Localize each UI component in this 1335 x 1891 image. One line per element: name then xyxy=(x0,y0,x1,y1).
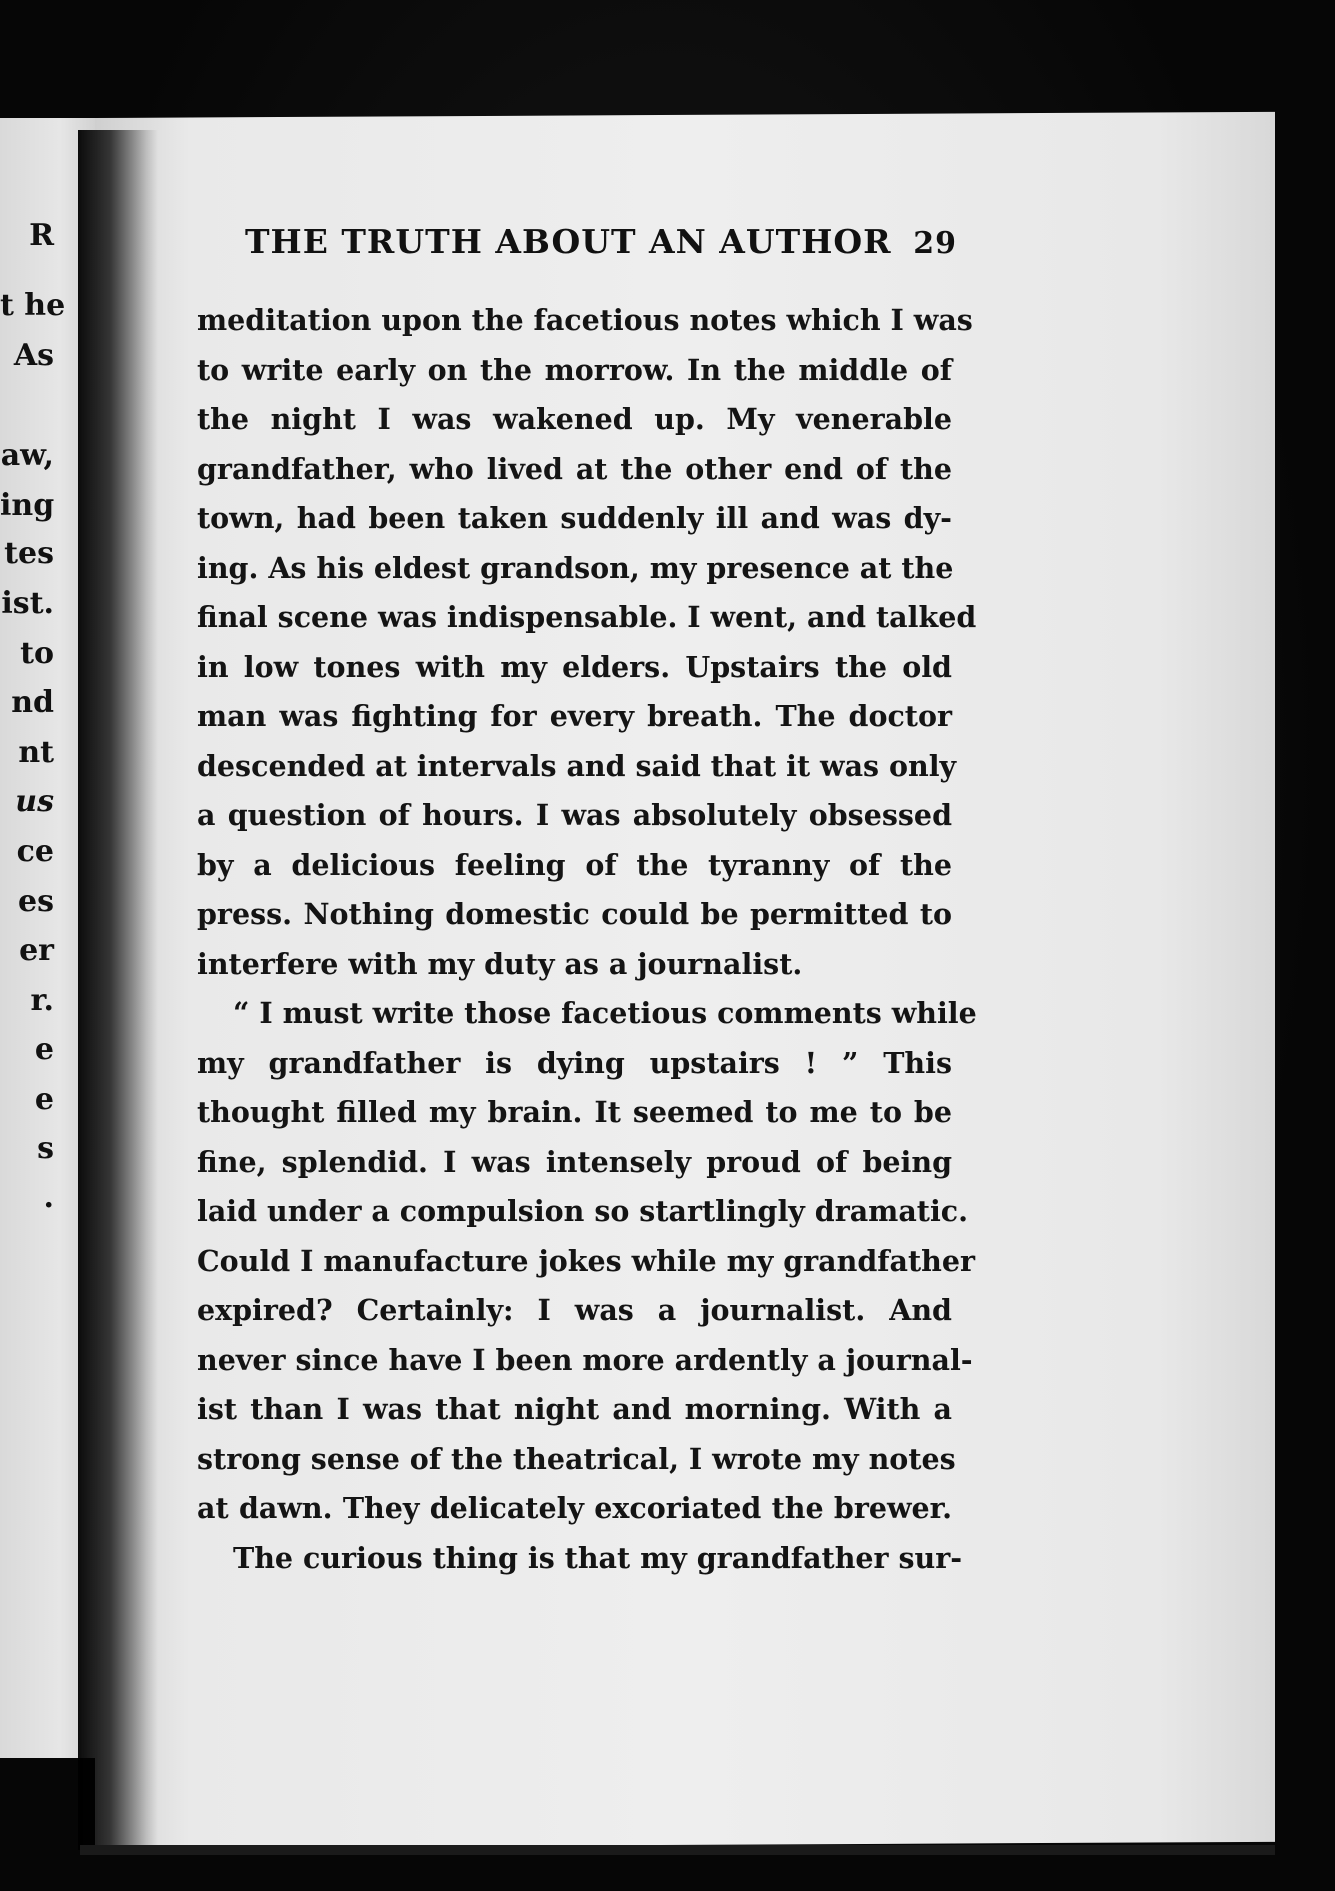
text-line: man was fighting for every breath. The doctor xyxy=(197,699,952,733)
left-page-fragment: ce xyxy=(16,834,54,869)
text-line: laid under a compulsion so startlingly dramatic. xyxy=(197,1194,969,1228)
text-line: descended at intervals and said that it was only xyxy=(197,748,957,783)
left-page-fragment: ing xyxy=(0,488,55,523)
left-page-fragment: nt xyxy=(18,735,54,770)
left-page-fragment: us xyxy=(15,784,54,819)
left-page-fragment: es xyxy=(18,884,54,919)
text-line: Could I manufacture jokes while my grandfather xyxy=(197,1243,976,1278)
running-header xyxy=(245,222,957,261)
text-line: at dawn. They delicately excoriated the brewer. xyxy=(197,1491,952,1525)
text-line: strong sense of the theatrical, I wrote my notes xyxy=(197,1441,956,1476)
text-line: my grandfather is dying upstairs ! ” This xyxy=(197,1045,952,1080)
left-page-fragment: to xyxy=(20,636,54,671)
left-page-fragment: e xyxy=(34,1032,54,1067)
binding-shadow xyxy=(78,130,158,1850)
text-line: press. Nothing domestic could be permitted to xyxy=(197,897,952,931)
page-bottom-edge xyxy=(80,1845,1275,1855)
left-page-fragment: aw, xyxy=(0,438,54,473)
text-line: in low tones with my elders. Upstairs the old xyxy=(197,649,952,684)
text-line: by a delicious feeling of the tyranny of the xyxy=(197,847,952,882)
left-page-fragment: nd xyxy=(11,685,54,720)
body-text xyxy=(197,296,977,1583)
left-page-fragment: tes xyxy=(4,536,54,571)
left-page-fragment: . xyxy=(43,1180,54,1215)
text-line: meditation upon the facetious notes which I was xyxy=(197,303,973,337)
left-page-fragment: t he xyxy=(0,288,66,323)
left-page-fragment: s xyxy=(37,1131,54,1166)
left-page-fragment: ist. xyxy=(1,586,54,621)
text-line: a question of hours. I was absolutely obsessed xyxy=(197,798,952,832)
left-page-fragment: r. xyxy=(30,983,54,1018)
text-line: expired? Certainly: I was a journalist. And xyxy=(197,1293,952,1327)
page-number: 29 xyxy=(913,226,957,261)
text-line: to write early on the morrow. In the middle of xyxy=(197,352,952,387)
text-line: grandfather, who lived at the other end of the xyxy=(197,451,952,486)
header-title: THE TRUTH ABOUT AN AUTHOR xyxy=(245,222,892,261)
text-line: thought filled my brain. It seemed to me to be xyxy=(197,1095,952,1129)
text-line: the night I was wakened up. My venerable xyxy=(197,402,952,436)
left-page-fragment: As xyxy=(13,338,54,373)
text-line: interfere with my duty as a journalist. xyxy=(197,946,803,981)
left-page-fragment: er xyxy=(19,933,54,968)
left-page-fragment: e xyxy=(34,1082,54,1117)
text-line: ing. As his eldest grandson, my presence at the xyxy=(197,550,954,585)
text-line: ist than I was that night and morning. With a xyxy=(197,1392,952,1426)
text-line: never since have I been more ardently a journal- xyxy=(197,1342,973,1377)
text-line: fine, splendid. I was intensely proud of being xyxy=(197,1144,952,1179)
text-line: The curious thing is that my grandfather sur- xyxy=(233,1540,963,1575)
text-line: final scene was indispensable. I went, and talked xyxy=(197,600,977,634)
text-line: “ I must write those facetious comments while xyxy=(233,996,977,1030)
text-line: town, had been taken suddenly ill and was dy- xyxy=(197,501,952,535)
left-page-fragment: R xyxy=(29,218,54,253)
